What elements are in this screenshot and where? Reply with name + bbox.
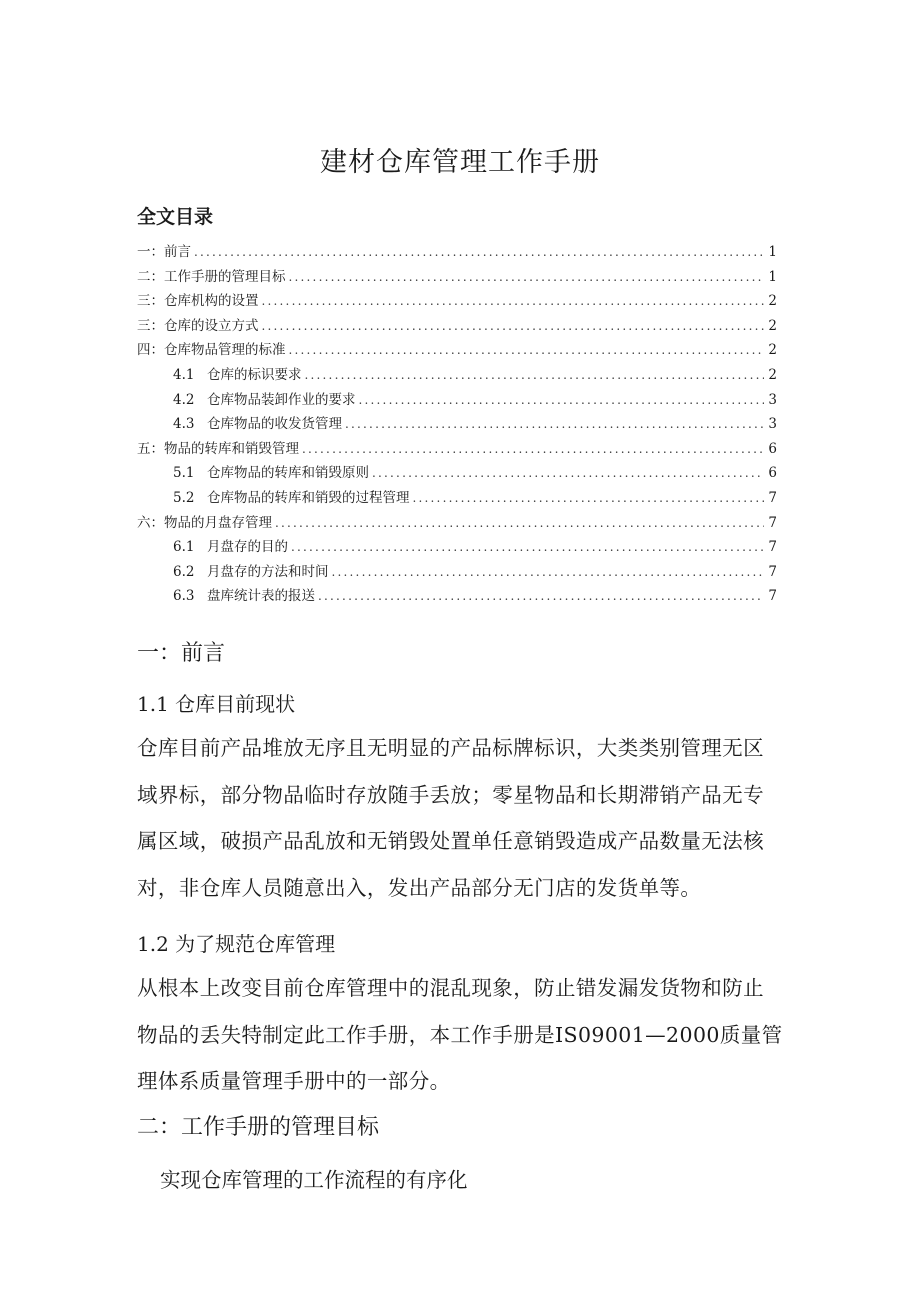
toc-entry[interactable] [137, 289, 777, 314]
toc-entry-page: 1 [768, 244, 777, 260]
toc-entry-page: 6 [768, 440, 777, 457]
toc-leader-dots [262, 294, 765, 308]
paragraph-standardize [137, 965, 787, 1105]
subsection-heading-current-status: 1.1 仓库目前现状 [137, 692, 296, 716]
toc-leader-dots [359, 393, 765, 407]
toc-leader-dots [289, 343, 765, 357]
toc-entry-label: 二：工作手册的管理目标 [137, 268, 286, 285]
toc-entry-number: 6.2 [173, 563, 195, 580]
toc-leader-dots [302, 442, 764, 456]
table-of-contents [137, 240, 777, 609]
toc-entry[interactable] [137, 265, 777, 290]
toc-entry-page: 2 [768, 317, 777, 334]
toc-leader-dots [291, 540, 764, 554]
toc-entry-page: 7 [768, 588, 777, 605]
toc-entry-page: 7 [768, 539, 777, 556]
toc-leader-dots [318, 589, 764, 603]
paragraph-line: 属区域，破损产品乱放和无销毁处置单任意销毁造成产品数量无法核 [137, 829, 764, 853]
subsection-heading-standardize: 1.2 为了规范仓库管理 [137, 932, 336, 956]
paragraph-line: 物品的丢失特制定此工作手册，本工作手册是IS09001—2000质量管 [137, 1022, 783, 1047]
toc-entry-label: 盘库统计表的报送 [207, 588, 315, 605]
toc-entry-label: 仓库物品的转库和销毁原则 [207, 465, 369, 482]
toc-entry[interactable] [137, 535, 777, 560]
toc-entry[interactable] [137, 560, 777, 585]
toc-entry-number: 6.1 [173, 539, 195, 556]
toc-entry-page: 1 [768, 268, 777, 285]
toc-entry[interactable] [137, 461, 777, 486]
section-heading-goals: 二：工作手册的管理目标 [137, 1115, 380, 1140]
toc-entry-number: 4.3 [173, 416, 195, 433]
toc-entry-label: 仓库物品装卸作业的要求 [207, 391, 356, 408]
toc-entry-number: 4.2 [173, 391, 195, 408]
toc-entry-label: 四：仓库物品管理的标准 [137, 342, 286, 359]
toc-entry-label: 仓库的标识要求 [207, 366, 302, 383]
toc-entry-label: 六：物品的月盘存管理 [137, 514, 272, 531]
toc-entry-label: 五：物品的转库和销毁管理 [137, 440, 299, 457]
goal-line: 实现仓库管理的工作流程的有序化 [160, 1168, 468, 1192]
paragraph-line: 对，非仓库人员随意出入，发出产品部分无门店的发货单等。 [137, 875, 702, 900]
toc-entry-label: 月盘存的目的 [207, 539, 288, 556]
toc-entry-label: 仓库物品的收发货管理 [207, 416, 342, 433]
toc-entry-number: 5.1 [173, 465, 195, 482]
toc-leader-dots [262, 319, 765, 333]
toc-entry[interactable] [137, 314, 777, 339]
toc-entry-label: 一：前言 [137, 244, 191, 260]
toc-leader-dots [275, 516, 764, 530]
toc-entry-page: 6 [768, 465, 777, 482]
toc-leader-dots [372, 466, 764, 480]
paragraph-line: 理体系质量管理手册中的一部分。 [137, 1069, 451, 1093]
toc-entry[interactable] [137, 511, 777, 536]
toc-entry-label: 三：仓库机构的设置 [137, 293, 259, 310]
toc-entry-page: 7 [768, 514, 777, 531]
toc-entry-page: 3 [768, 416, 777, 433]
toc-leader-dots [332, 565, 765, 579]
toc-entry-page: 7 [768, 563, 777, 580]
toc-entry-number: 5.2 [173, 489, 195, 506]
toc-entry[interactable] [137, 486, 777, 511]
document-title: 建材仓库管理工作手册 [320, 147, 600, 178]
toc-heading: 全文目录 [137, 206, 214, 228]
toc-entry-number: 6.3 [173, 588, 195, 605]
toc-entry-page: 7 [768, 489, 777, 506]
paragraph-current-status [137, 725, 787, 911]
paragraph-line: 从根本上改变目前仓库管理中的混乱现象，防止错发漏发货物和防止 [137, 976, 764, 1000]
toc-entry-page: 2 [768, 366, 777, 383]
toc-entry-page: 2 [768, 293, 777, 310]
toc-leader-dots [289, 270, 765, 284]
toc-leader-dots [413, 491, 765, 505]
toc-entry[interactable] [137, 584, 777, 609]
toc-entry-label: 仓库物品的转库和销毁的过程管理 [207, 489, 410, 506]
toc-entry[interactable] [137, 437, 777, 462]
toc-entry[interactable] [137, 388, 777, 413]
toc-entry[interactable] [137, 412, 777, 437]
paragraph-line: 域界标，部分物品临时存放随手丢放；零星物品和长期滞销产品无专 [137, 782, 764, 807]
toc-entry[interactable] [137, 240, 777, 265]
toc-leader-dots [345, 417, 764, 431]
paragraph-line: 仓库目前产品堆放无序且无明显的产品标牌标识，大类类别管理无区 [137, 736, 764, 760]
toc-entry-page: 3 [768, 391, 777, 408]
toc-entry-label: 月盘存的方法和时间 [207, 563, 329, 580]
toc-entry[interactable] [137, 363, 777, 388]
toc-entry[interactable] [137, 338, 777, 363]
toc-leader-dots [194, 245, 764, 259]
toc-entry-page: 2 [768, 342, 777, 359]
toc-entry-label: 三：仓库的设立方式 [137, 317, 259, 334]
toc-entry-number: 4.1 [173, 366, 195, 383]
section-heading-preface: 一：前言 [137, 641, 226, 666]
toc-leader-dots [305, 368, 765, 382]
